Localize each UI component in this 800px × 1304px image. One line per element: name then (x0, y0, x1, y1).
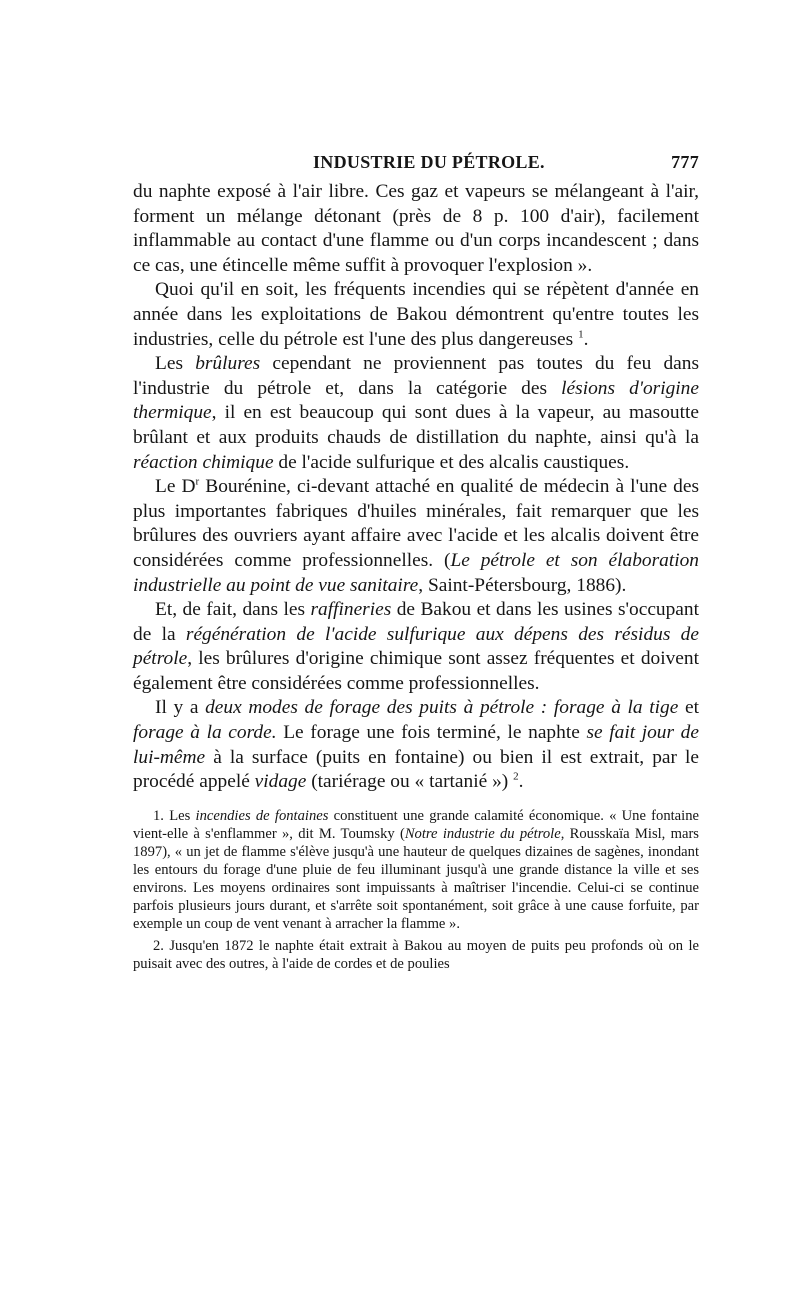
text-run: et (678, 697, 699, 719)
italic-text: Le pétrole et son élaboration industrielle au point de vue sanitaire (133, 549, 699, 596)
footnotes (133, 807, 699, 973)
text-run: Le forage une fois terminé, le naphte (276, 722, 587, 744)
text-run: Et, de fait, dans les (155, 599, 311, 621)
italic-text: brûlures (195, 353, 261, 375)
footnote (133, 807, 699, 934)
italic-text: se fait jour de lui-même (133, 722, 699, 768)
italic-text: raffineries (310, 599, 392, 621)
text-run: constituent une grande calamité économique. « Une fontaine vient-elle à s'enflammer », dit M. Toumsky ( (133, 807, 699, 842)
paragraph (133, 180, 699, 278)
text-run: du naphte exposé à l'air libre. Ces gaz et vapeurs se mélangeant à l'air, forment un mélange détonant (près de 8 p. 100 d'air), facilement inflammable au contact d'une flamme ou d'un corps incandescent ; dans ce cas, une étincelle même suffit à provoquer l'explosion ». (133, 181, 699, 276)
paragraph (133, 278, 699, 352)
text-run: . (518, 771, 524, 793)
italic-text: réaction chimique (133, 451, 274, 473)
text-run: cependant ne proviennent pas toutes du feu dans l'industrie du pétrole et, dans la catégorie des (133, 353, 699, 399)
italic-text: régénération de l'acide sulfurique aux dépens des résidus de pétrole (133, 623, 699, 670)
italic-text: lésions d'origine thermique (133, 377, 699, 424)
text-run: 1. Les (153, 807, 196, 824)
text-run: 2. Jusqu'en 1872 le naphte était extrait à Bakou au moyen de puits peu profonds où on le puisait avec des outres, à l'aide de cordes et de poulies (133, 937, 699, 972)
superscript: 2 (513, 770, 519, 783)
italic-text: Notre industrie du pétrole (404, 825, 561, 842)
paragraph (133, 598, 699, 696)
superscript: r (195, 475, 200, 488)
text-run: Il y a (155, 697, 206, 719)
paragraph (133, 475, 699, 598)
text-run: de Bakou et dans les usines s'occupant de la (133, 599, 700, 645)
running-title: INDUSTRIE DU PÉTROLE. (313, 152, 545, 172)
text-run: (tariérage ou « tartanié ») (306, 771, 514, 793)
text-run: Bourénine, ci-devant attaché en qualité de médecin à l'une des plus importantes fabriques d'huiles minérales, fait remarquer que les brûlures des ouvriers ayant affaire avec l'acide et les alcalis doivent être considérées comme professionnelles. ( (133, 476, 699, 571)
text-run: , les brûlures d'origine chimique sont assez fréquentes et doivent également être considérées comme professionnelles. (133, 648, 699, 694)
running-header (133, 152, 699, 180)
paragraph (133, 696, 699, 794)
text-run: , il en est beaucoup qui sont dues à la vapeur, au masoutte brûlant et aux produits chauds de distillation du naphte, ainsi qu'à la (133, 402, 699, 448)
italic-text: deux modes de forage des puits à pétrole : forage à la tige (205, 697, 679, 719)
italic-text: forage à la corde. (133, 722, 277, 744)
body-text (133, 180, 699, 795)
superscript: 1 (578, 328, 584, 341)
page-number: 777 (671, 152, 699, 172)
text-run: . (583, 328, 589, 350)
book-page (133, 152, 699, 973)
text-run: à la surface (puits en fontaine) ou bien il est extrait, par le procédé appelé (133, 746, 699, 793)
text-run: , Saint-Pétersbourg, 1886). (418, 574, 627, 596)
text-run: Le D (155, 476, 196, 498)
footnote (133, 937, 699, 973)
text-run: Quoi qu'il en soit, les fréquents incendies qui se répètent d'année en année dans les exploitations de Bakou démontrent qu'entre toutes les industries, celle du pétrole est l'une des plus dangereuses (133, 279, 699, 350)
text-run: de l'acide sulfurique et des alcalis caustiques. (273, 451, 630, 473)
italic-text: incendies de fontaines (195, 807, 329, 824)
text-run: , Rousskaïa Misl, mars 1897), « un jet de flamme s'élève jusqu'à une hauteur de quelques dizaines de sagènes, inondant les entours du forage d'une pluie de feu illuminant jusqu'à une grande distance la ville et ses environs. Les moyens ordinaires sont impuissants à maîtriser l'incendie. Celui-ci se continue parfois plusieurs jours durant, et s'arrête soit spontanément, soit grâce à une cause forfuite, par exemple un coup de vent venant à arracher la flamme ». (133, 825, 699, 933)
paragraph (133, 352, 699, 475)
text-run: Les (155, 353, 196, 375)
italic-text: vidage (254, 771, 307, 793)
